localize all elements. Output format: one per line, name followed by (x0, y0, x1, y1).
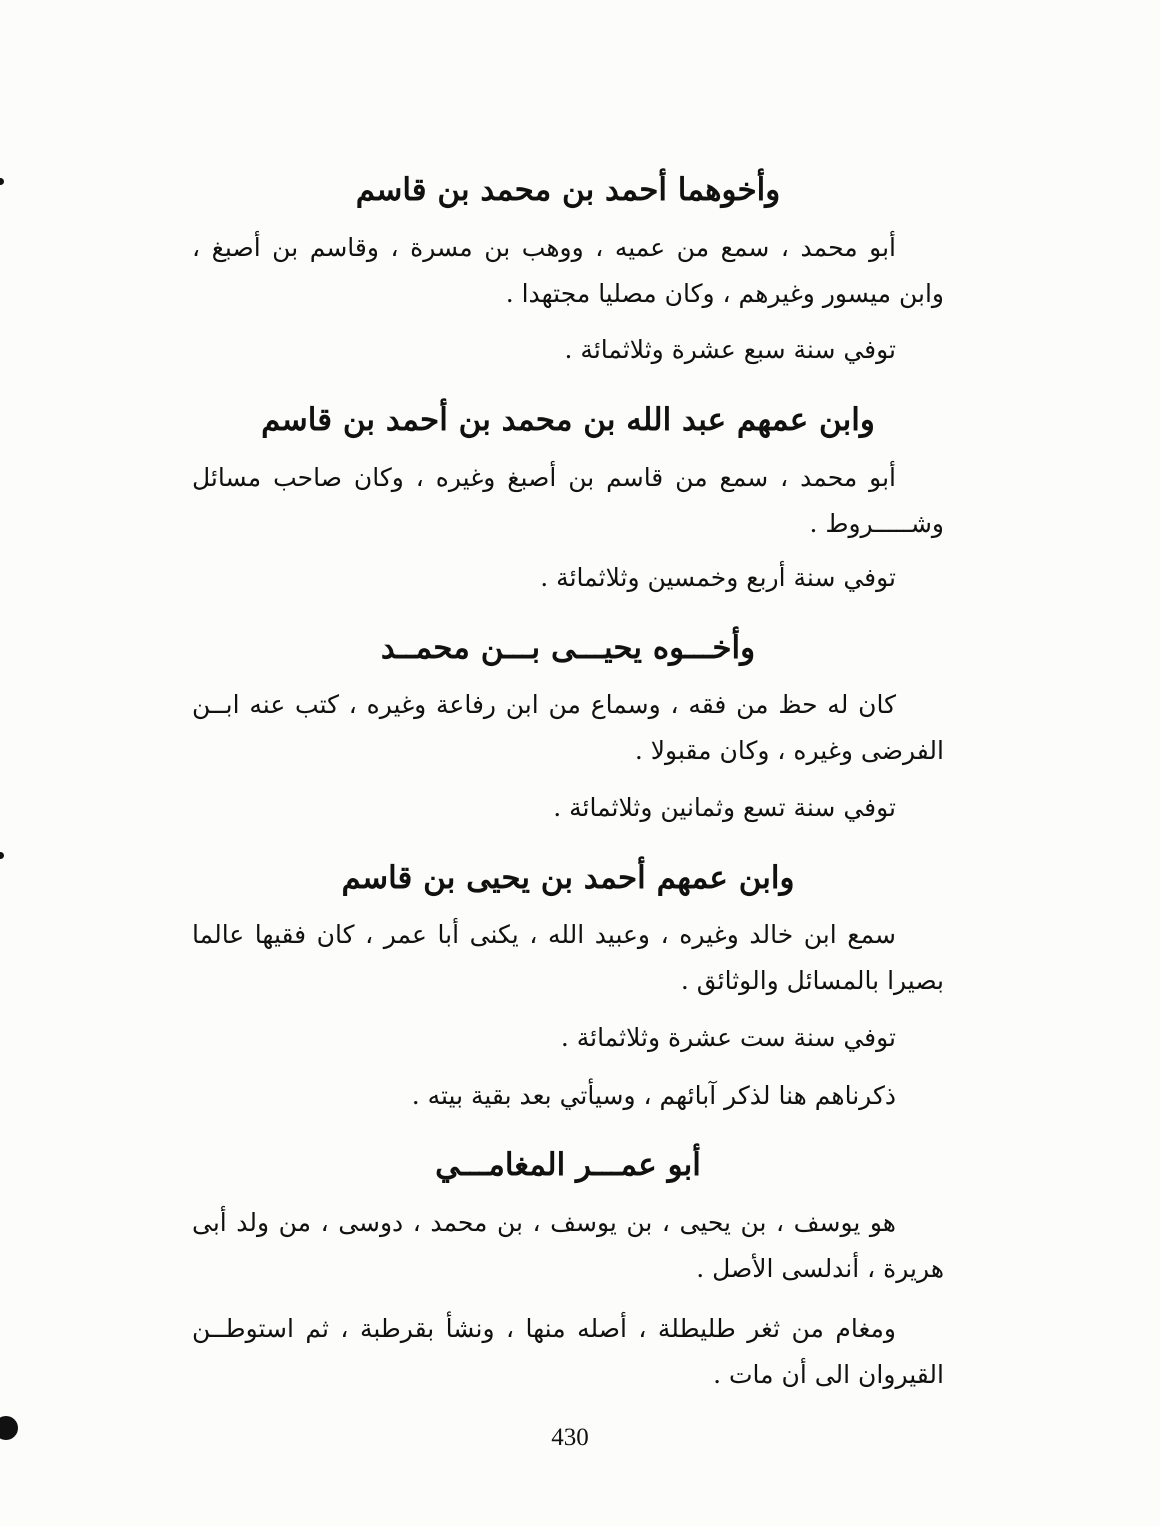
death-note: توفي سنة سبع عشرة وثلاثمائة . (564, 335, 896, 364)
death-note: توفي سنة ست عشرة وثلاثمائة . (560, 1023, 896, 1052)
entry-body: أبو محمد ، سمع من قاسم بن أصبغ وغيره ، وكان صاحب مسائل وشـــــروط . (192, 463, 944, 538)
entry-title: وابن عمهم عبد الله بن محمد بن أحمد بن قاسم (261, 402, 875, 438)
entry-body: سمع ابن خالد وغيره ، وعبيد الله ، يكنى أبا عمر ، كان فقيها عالما بصيرا بالمسائل والوثائق . (192, 920, 944, 995)
death-note: توفي سنة أربع وخمسين وثلاثمائة . (540, 563, 896, 592)
page-number: 430 (551, 1424, 589, 1451)
binding-hole-mark (0, 1416, 18, 1440)
editor-note: ذكرناهم هنا لذكر آبائهم ، وسيأتي بعد بقية بيته . (411, 1081, 896, 1110)
entry-title: وأخـــوه يحيـــى بـــن محمــد (380, 630, 756, 666)
death-note: توفي سنة تسع وثمانين وثلاثمائة . (553, 793, 896, 822)
entry-title: وابن عمهم أحمد بن يحيى بن قاسم (341, 860, 795, 896)
entry-body: كان له حظ من فقه ، وسماع من ابن رفاعة وغيره ، كتب عنه ابــن الفرضى وغيره ، وكان مقبولا . (192, 690, 944, 765)
entry-title: وأخوهما أحمد بن محمد بن قاسم (355, 172, 781, 208)
entry-body: أبو محمد ، سمع من عميه ، ووهب بن مسرة ، وقاسم بن أصبغ ، وابن ميسور وغيرهم ، وكان مصليا مجتهدا . (192, 233, 944, 308)
entry-body-continued: ومغام من ثغر طليطلة ، أصله منها ، ونشأ بقرطبة ، ثم استوطــن القيروان الى أن مات . (192, 1314, 944, 1389)
scan-speck (0, 178, 4, 185)
entry-body: هو يوسف ، بن يحيى ، بن يوسف ، بن محمد ، دوسى ، من ولد أبى هريرة ، أندلسى الأصل . (192, 1208, 944, 1283)
entry-title: أبو عمـــر المغامـــي (435, 1147, 701, 1183)
scan-speck (0, 852, 4, 859)
